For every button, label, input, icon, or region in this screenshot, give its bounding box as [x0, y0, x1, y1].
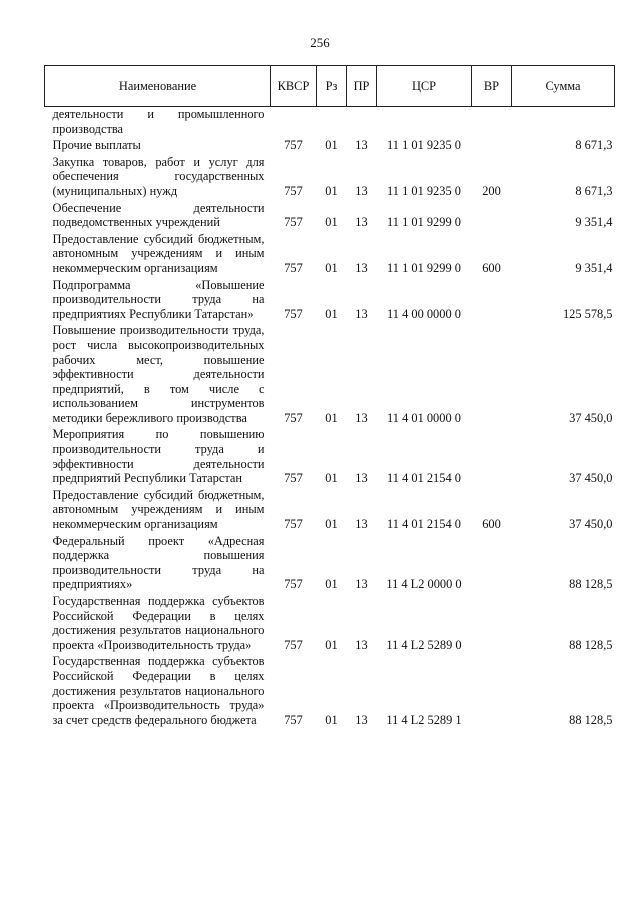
row-kvsr: 757 — [284, 517, 303, 532]
row-csr: 11 4 L2 5289 1 — [386, 712, 462, 727]
row-csr: 11 4 00 0000 0 — [387, 306, 461, 321]
row-vr — [472, 138, 512, 155]
row-csr: 11 1 01 9299 0 — [387, 215, 461, 230]
row-pr: 13 — [355, 637, 368, 652]
row-kvsr — [271, 107, 317, 139]
row-rz: 01 — [325, 183, 338, 198]
row-vr — [472, 201, 512, 232]
row-name: Федеральный проект «Адресная поддержка повышения производительности труда на предприятиях» — [52, 533, 265, 592]
row-pr: 13 — [355, 183, 368, 198]
table-row — [45, 232, 615, 278]
row-vr: 600 — [482, 260, 501, 275]
table-row — [45, 138, 615, 155]
row-kvsr: 757 — [284, 712, 303, 727]
row-sum: 9 351,4 — [575, 215, 613, 230]
row-sum: 8 671,3 — [575, 183, 613, 198]
row-csr: 11 4 L2 0000 0 — [386, 577, 462, 592]
table-row — [45, 107, 615, 139]
row-rz: 01 — [325, 260, 338, 275]
row-vr: 200 — [482, 183, 501, 198]
table-row — [45, 534, 615, 594]
table-row — [45, 201, 615, 232]
row-name: Закупка товаров, работ и услуг для обеспечения государственных (муниципальных) нужд — [52, 154, 265, 198]
row-vr — [472, 107, 512, 139]
table-row — [45, 155, 615, 201]
row-kvsr: 757 — [284, 306, 303, 321]
row-pr: 13 — [355, 215, 368, 230]
row-kvsr: 757 — [284, 138, 303, 153]
row-rz: 01 — [325, 637, 338, 652]
row-name: Подпрограмма «Повышение производительности труда на предприятиях Республики Татарстан» — [52, 277, 265, 321]
header-kvsr: КВСР — [271, 66, 317, 107]
row-sum: 8 671,3 — [575, 138, 613, 153]
row-csr: 11 1 01 9299 0 — [387, 260, 461, 275]
row-kvsr: 757 — [284, 410, 303, 425]
row-rz: 01 — [325, 517, 338, 532]
row-kvsr: 757 — [284, 260, 303, 275]
row-sum: 9 351,4 — [575, 260, 613, 275]
row-kvsr: 757 — [284, 471, 303, 486]
header-vr: ВР — [472, 66, 512, 107]
budget-table — [44, 65, 615, 729]
table-row — [45, 488, 615, 534]
row-sum — [512, 107, 615, 139]
header-csr: ЦСР — [377, 66, 472, 107]
row-kvsr: 757 — [284, 637, 303, 652]
row-vr — [472, 534, 512, 594]
row-csr: 11 4 L2 5289 0 — [386, 637, 462, 652]
row-csr: 11 1 01 9235 0 — [387, 138, 461, 153]
row-csr — [377, 107, 472, 139]
row-name: Повышение производительности труда, рост числа высокопроизводительных рабочих мест, повышение эффективности деятельности предприятий, в том числе с использованием инструментов методики бережливого производства — [52, 323, 265, 425]
row-name: деятельности и промышленного производства — [52, 107, 265, 136]
row-name: Прочие выплаты — [52, 138, 141, 153]
row-pr: 13 — [355, 712, 368, 727]
row-kvsr: 757 — [284, 577, 303, 592]
table-row — [45, 594, 615, 654]
row-csr: 11 4 01 2154 0 — [387, 471, 461, 486]
row-rz: 01 — [325, 215, 338, 230]
row-name: Предоставление субсидий бюджетным, автономным учреждениям и иным некоммерческим организациям — [52, 487, 265, 532]
table-row — [45, 654, 615, 729]
table-row — [45, 427, 615, 487]
row-kvsr: 757 — [284, 183, 303, 198]
row-sum: 88 128,5 — [569, 577, 613, 592]
row-vr — [472, 654, 512, 729]
row-sum: 37 450,0 — [569, 410, 613, 425]
header-pr: ПР — [347, 66, 377, 107]
row-sum: 37 450,0 — [569, 517, 613, 532]
row-vr: 600 — [482, 517, 501, 532]
table-header-row — [45, 66, 615, 107]
row-sum: 125 578,5 — [562, 306, 613, 321]
row-vr — [472, 594, 512, 654]
row-name: Предоставление субсидий бюджетным, автономным учреждениям и иным некоммерческим организациям — [52, 231, 265, 275]
row-sum: 88 128,5 — [569, 637, 613, 652]
header-sum: Сумма — [512, 66, 615, 107]
header-rz: Рз — [317, 66, 347, 107]
page-number: 256 — [310, 35, 330, 50]
row-rz: 01 — [325, 577, 338, 592]
row-name: Мероприятия по повышению производительности труда и эффективности деятельности предприятий Республики Татарстан — [52, 427, 265, 486]
row-pr — [347, 107, 377, 139]
row-sum: 37 450,0 — [569, 471, 613, 486]
row-name: Государственная поддержка субъектов Российской Федерации в целях достижения результатов национального проекта «Производительность труда» — [52, 594, 265, 652]
row-name: Обеспечение деятельности подведомственных учреждений — [52, 200, 265, 230]
row-pr: 13 — [355, 577, 368, 592]
row-vr — [472, 427, 512, 487]
row-kvsr: 757 — [284, 215, 303, 230]
row-name: Государственная поддержка субъектов Российской Федерации в целях достижения результатов национального проекта «Производительность труда» за счет средств федерального бюджета — [52, 654, 265, 727]
row-rz: 01 — [325, 471, 338, 486]
row-vr — [472, 278, 512, 324]
row-pr: 13 — [355, 138, 368, 153]
row-rz: 01 — [325, 712, 338, 727]
row-vr — [472, 323, 512, 427]
row-pr: 13 — [355, 410, 368, 425]
table-row — [45, 278, 615, 324]
row-rz — [317, 107, 347, 139]
row-pr: 13 — [355, 517, 368, 532]
row-pr: 13 — [355, 306, 368, 321]
row-rz: 01 — [325, 410, 338, 425]
row-rz: 01 — [325, 306, 338, 321]
row-sum: 88 128,5 — [569, 712, 613, 727]
row-csr: 11 4 01 2154 0 — [387, 517, 461, 532]
header-name: Наименование — [45, 66, 271, 107]
row-pr: 13 — [355, 471, 368, 486]
table-row — [45, 323, 615, 427]
row-rz: 01 — [325, 138, 338, 153]
row-csr: 11 4 01 0000 0 — [387, 410, 461, 425]
row-csr: 11 1 01 9235 0 — [387, 183, 461, 198]
row-pr: 13 — [355, 260, 368, 275]
